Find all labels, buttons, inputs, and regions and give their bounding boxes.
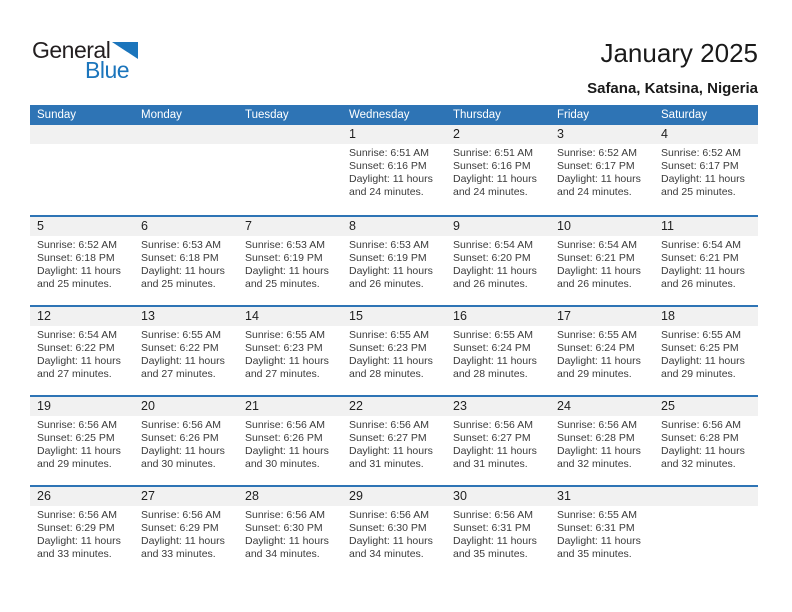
- daylight-text: Daylight: 11 hours and 34 minutes.: [245, 535, 329, 560]
- day-number: 5: [30, 217, 134, 236]
- sunrise-text: Sunrise: 6:56 AM: [245, 509, 325, 521]
- daylight-text: Daylight: 11 hours and 27 minutes.: [245, 355, 329, 380]
- sunrise-text: Sunrise: 6:53 AM: [349, 239, 429, 251]
- day-number: 4: [654, 125, 758, 144]
- day-number: 25: [654, 397, 758, 416]
- logo-text-blue: Blue: [85, 57, 130, 83]
- day-number: 21: [238, 397, 342, 416]
- day-number: 28: [238, 487, 342, 506]
- empty-day-number: [238, 125, 342, 144]
- sunset-text: Sunset: 6:21 PM: [557, 252, 635, 264]
- sunrise-text: Sunrise: 6:56 AM: [245, 419, 325, 431]
- sunset-text: Sunset: 6:27 PM: [349, 432, 427, 444]
- day-number-band: [30, 487, 758, 506]
- empty-day-cell: [30, 144, 134, 199]
- logo-text-general: General: [32, 37, 111, 63]
- sunrise-text: Sunrise: 6:56 AM: [349, 419, 429, 431]
- day-cell-details: [134, 416, 238, 471]
- day-number: 11: [654, 217, 758, 236]
- day-number: 20: [134, 397, 238, 416]
- empty-day-cell: [238, 144, 342, 199]
- day-number-band: [30, 125, 758, 144]
- sunrise-text: Sunrise: 6:55 AM: [245, 329, 325, 341]
- sunset-text: Sunset: 6:19 PM: [245, 252, 323, 264]
- sunset-text: Sunset: 6:28 PM: [557, 432, 635, 444]
- week-row: [30, 305, 758, 395]
- sunrise-text: Sunrise: 6:54 AM: [37, 329, 117, 341]
- day-cell-details: [550, 506, 654, 561]
- sunrise-text: Sunrise: 6:55 AM: [349, 329, 429, 341]
- sunrise-text: Sunrise: 6:55 AM: [141, 329, 221, 341]
- sunset-text: Sunset: 6:22 PM: [141, 342, 219, 354]
- daylight-text: Daylight: 11 hours and 24 minutes.: [453, 173, 537, 198]
- sunrise-text: Sunrise: 6:56 AM: [141, 419, 221, 431]
- daylight-text: Daylight: 11 hours and 32 minutes.: [661, 445, 745, 470]
- sunrise-text: Sunrise: 6:56 AM: [453, 419, 533, 431]
- sunset-text: Sunset: 6:29 PM: [141, 522, 219, 534]
- daylight-text: Daylight: 11 hours and 29 minutes.: [37, 445, 121, 470]
- calendar-table: [30, 105, 758, 575]
- daylight-text: Daylight: 11 hours and 27 minutes.: [141, 355, 225, 380]
- day-number: 18: [654, 307, 758, 326]
- day-cell-details: [342, 416, 446, 471]
- day-cell-details: [342, 326, 446, 381]
- calendar-body: [30, 125, 758, 575]
- sunset-text: Sunset: 6:21 PM: [661, 252, 739, 264]
- day-details-band: [30, 416, 758, 471]
- sunset-text: Sunset: 6:18 PM: [141, 252, 219, 264]
- sunrise-text: Sunrise: 6:56 AM: [349, 509, 429, 521]
- day-cell-details: [550, 416, 654, 471]
- day-cell-details: [342, 236, 446, 291]
- empty-day-number: [654, 487, 758, 506]
- daylight-text: Daylight: 11 hours and 26 minutes.: [349, 265, 433, 290]
- sunset-text: Sunset: 6:18 PM: [37, 252, 115, 264]
- weekday-header-friday: Friday: [557, 109, 589, 121]
- daylight-text: Daylight: 11 hours and 35 minutes.: [453, 535, 537, 560]
- sunrise-text: Sunrise: 6:51 AM: [349, 147, 429, 159]
- daylight-text: Daylight: 11 hours and 24 minutes.: [557, 173, 641, 198]
- sunrise-text: Sunrise: 6:56 AM: [453, 509, 533, 521]
- daylight-text: Daylight: 11 hours and 24 minutes.: [349, 173, 433, 198]
- sunset-text: Sunset: 6:30 PM: [245, 522, 323, 534]
- day-number: 1: [342, 125, 446, 144]
- day-number: 23: [446, 397, 550, 416]
- day-cell-details: [654, 144, 758, 199]
- weekday-header-sunday: Sunday: [37, 109, 77, 121]
- sunrise-text: Sunrise: 6:56 AM: [37, 419, 117, 431]
- sunset-text: Sunset: 6:25 PM: [37, 432, 115, 444]
- day-cell-details: [134, 236, 238, 291]
- sunset-text: Sunset: 6:16 PM: [453, 160, 531, 172]
- daylight-text: Daylight: 11 hours and 25 minutes.: [661, 173, 745, 198]
- weekday-header-row: [30, 105, 758, 125]
- day-cell-details: [550, 144, 654, 199]
- sunrise-text: Sunrise: 6:54 AM: [661, 239, 741, 251]
- sunrise-text: Sunrise: 6:55 AM: [453, 329, 533, 341]
- day-number: 29: [342, 487, 446, 506]
- daylight-text: Daylight: 11 hours and 32 minutes.: [557, 445, 641, 470]
- daylight-text: Daylight: 11 hours and 25 minutes.: [245, 265, 329, 290]
- day-number: 9: [446, 217, 550, 236]
- day-number: 19: [30, 397, 134, 416]
- day-number: 22: [342, 397, 446, 416]
- day-cell-details: [30, 506, 134, 561]
- daylight-text: Daylight: 11 hours and 30 minutes.: [141, 445, 225, 470]
- day-cell-details: [654, 236, 758, 291]
- daylight-text: Daylight: 11 hours and 29 minutes.: [557, 355, 641, 380]
- daylight-text: Daylight: 11 hours and 25 minutes.: [141, 265, 225, 290]
- daylight-text: Daylight: 11 hours and 31 minutes.: [349, 445, 433, 470]
- sunset-text: Sunset: 6:26 PM: [245, 432, 323, 444]
- empty-day-cell: [654, 506, 758, 561]
- day-number: 17: [550, 307, 654, 326]
- day-number: 30: [446, 487, 550, 506]
- day-cell-details: [446, 326, 550, 381]
- week-row: [30, 485, 758, 575]
- day-number: 14: [238, 307, 342, 326]
- day-cell-details: [446, 416, 550, 471]
- weekday-header-tuesday: Tuesday: [245, 109, 289, 121]
- day-number: 27: [134, 487, 238, 506]
- sunset-text: Sunset: 6:31 PM: [557, 522, 635, 534]
- sunset-text: Sunset: 6:25 PM: [661, 342, 739, 354]
- daylight-text: Daylight: 11 hours and 35 minutes.: [557, 535, 641, 560]
- day-number: 13: [134, 307, 238, 326]
- daylight-text: Daylight: 11 hours and 31 minutes.: [453, 445, 537, 470]
- sunrise-text: Sunrise: 6:52 AM: [557, 147, 637, 159]
- sunset-text: Sunset: 6:22 PM: [37, 342, 115, 354]
- sunrise-text: Sunrise: 6:56 AM: [141, 509, 221, 521]
- sunrise-text: Sunrise: 6:54 AM: [557, 239, 637, 251]
- daylight-text: Daylight: 11 hours and 26 minutes.: [557, 265, 641, 290]
- page-title: January 2025: [600, 38, 758, 68]
- day-cell-details: [654, 416, 758, 471]
- sunset-text: Sunset: 6:24 PM: [557, 342, 635, 354]
- daylight-text: Daylight: 11 hours and 34 minutes.: [349, 535, 433, 560]
- empty-day-cell: [134, 144, 238, 199]
- day-number: 15: [342, 307, 446, 326]
- daylight-text: Daylight: 11 hours and 28 minutes.: [349, 355, 433, 380]
- sunset-text: Sunset: 6:17 PM: [557, 160, 635, 172]
- daylight-text: Daylight: 11 hours and 33 minutes.: [141, 535, 225, 560]
- day-number: 24: [550, 397, 654, 416]
- week-row: [30, 395, 758, 485]
- day-number-band: [30, 217, 758, 236]
- day-number: 10: [550, 217, 654, 236]
- sunrise-text: Sunrise: 6:53 AM: [141, 239, 221, 251]
- sunrise-text: Sunrise: 6:56 AM: [557, 419, 637, 431]
- daylight-text: Daylight: 11 hours and 33 minutes.: [37, 535, 121, 560]
- daylight-text: Daylight: 11 hours and 30 minutes.: [245, 445, 329, 470]
- day-number-band: [30, 307, 758, 326]
- day-number: 3: [550, 125, 654, 144]
- day-cell-details: [446, 506, 550, 561]
- sunset-text: Sunset: 6:30 PM: [349, 522, 427, 534]
- header-titles: [587, 38, 758, 97]
- sunset-text: Sunset: 6:17 PM: [661, 160, 739, 172]
- sunset-text: Sunset: 6:24 PM: [453, 342, 531, 354]
- week-row: [30, 125, 758, 215]
- daylight-text: Daylight: 11 hours and 28 minutes.: [453, 355, 537, 380]
- day-cell-details: [446, 236, 550, 291]
- day-number: 6: [134, 217, 238, 236]
- weekday-header-wednesday: Wednesday: [349, 109, 410, 121]
- day-number: 2: [446, 125, 550, 144]
- day-details-band: [30, 326, 758, 381]
- sunset-text: Sunset: 6:23 PM: [349, 342, 427, 354]
- day-number: 31: [550, 487, 654, 506]
- day-cell-details: [238, 416, 342, 471]
- sunrise-text: Sunrise: 6:53 AM: [245, 239, 325, 251]
- day-cell-details: [30, 236, 134, 291]
- location-subtitle: Safana, Katsina, Nigeria: [587, 80, 758, 97]
- weekday-header-thursday: Thursday: [453, 109, 501, 121]
- day-cell-details: [30, 326, 134, 381]
- sunset-text: Sunset: 6:31 PM: [453, 522, 531, 534]
- day-details-band: [30, 236, 758, 291]
- sunrise-text: Sunrise: 6:51 AM: [453, 147, 533, 159]
- day-cell-details: [342, 506, 446, 561]
- empty-day-number: [30, 125, 134, 144]
- sunset-text: Sunset: 6:27 PM: [453, 432, 531, 444]
- day-details-band: [30, 144, 758, 199]
- sunset-text: Sunset: 6:20 PM: [453, 252, 531, 264]
- day-cell-details: [446, 144, 550, 199]
- daylight-text: Daylight: 11 hours and 26 minutes.: [661, 265, 745, 290]
- weekday-header-saturday: Saturday: [661, 109, 708, 121]
- sunset-text: Sunset: 6:29 PM: [37, 522, 115, 534]
- day-number: 8: [342, 217, 446, 236]
- day-cell-details: [134, 506, 238, 561]
- day-number: 26: [30, 487, 134, 506]
- sunset-text: Sunset: 6:23 PM: [245, 342, 323, 354]
- sunrise-text: Sunrise: 6:55 AM: [557, 509, 637, 521]
- day-number: 16: [446, 307, 550, 326]
- day-cell-details: [238, 506, 342, 561]
- sunrise-text: Sunrise: 6:55 AM: [661, 329, 741, 341]
- day-cell-details: [654, 326, 758, 381]
- day-cell-details: [342, 144, 446, 199]
- day-cell-details: [238, 326, 342, 381]
- daylight-text: Daylight: 11 hours and 27 minutes.: [37, 355, 121, 380]
- day-number: 7: [238, 217, 342, 236]
- empty-day-number: [134, 125, 238, 144]
- sunrise-text: Sunrise: 6:55 AM: [557, 329, 637, 341]
- day-cell-details: [550, 236, 654, 291]
- daylight-text: Daylight: 11 hours and 25 minutes.: [37, 265, 121, 290]
- sunrise-text: Sunrise: 6:52 AM: [37, 239, 117, 251]
- daylight-text: Daylight: 11 hours and 26 minutes.: [453, 265, 537, 290]
- daylight-text: Daylight: 11 hours and 29 minutes.: [661, 355, 745, 380]
- day-number-band: [30, 397, 758, 416]
- day-cell-details: [550, 326, 654, 381]
- sunset-text: Sunset: 6:26 PM: [141, 432, 219, 444]
- sunrise-text: Sunrise: 6:52 AM: [661, 147, 741, 159]
- day-cell-details: [30, 416, 134, 471]
- weekday-header-monday: Monday: [141, 109, 182, 121]
- sunrise-text: Sunrise: 6:56 AM: [661, 419, 741, 431]
- week-row: [30, 215, 758, 305]
- sunset-text: Sunset: 6:19 PM: [349, 252, 427, 264]
- day-number: 12: [30, 307, 134, 326]
- general-blue-logo: [32, 37, 138, 83]
- day-details-band: [30, 506, 758, 561]
- sunset-text: Sunset: 6:16 PM: [349, 160, 427, 172]
- day-cell-details: [238, 236, 342, 291]
- sunrise-text: Sunrise: 6:56 AM: [37, 509, 117, 521]
- day-cell-details: [134, 326, 238, 381]
- sunset-text: Sunset: 6:28 PM: [661, 432, 739, 444]
- sunrise-text: Sunrise: 6:54 AM: [453, 239, 533, 251]
